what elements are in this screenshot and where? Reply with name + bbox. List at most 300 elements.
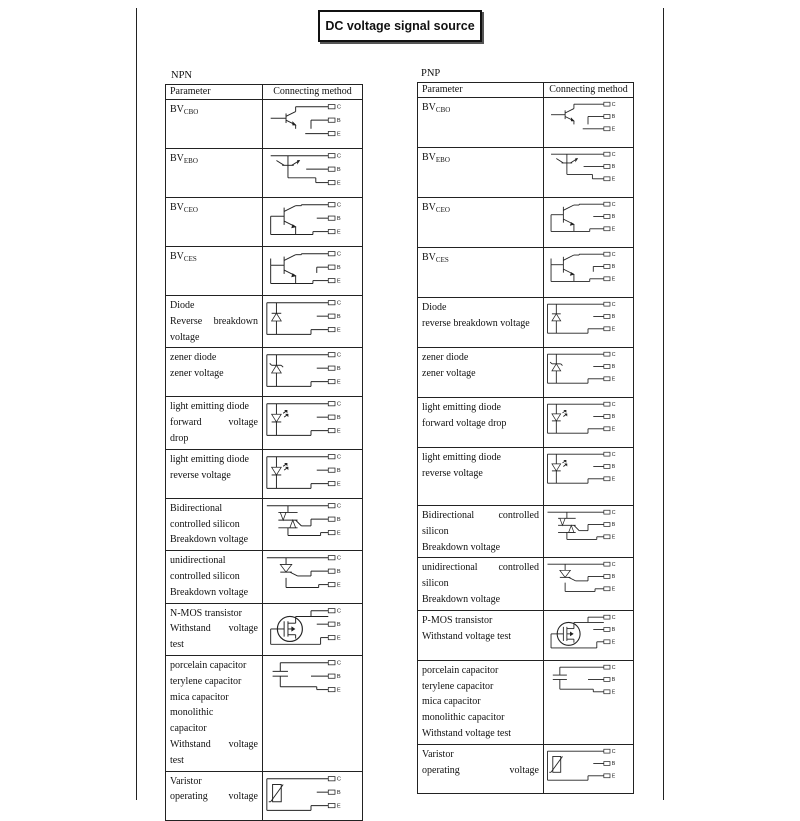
terminal-pin bbox=[604, 365, 610, 369]
parameter-cell bbox=[166, 655, 263, 771]
svg-text:E: E bbox=[336, 379, 341, 386]
svg-text:C: C bbox=[336, 660, 342, 667]
parameter-text-line: voltage bbox=[170, 331, 200, 343]
svg-text:C: C bbox=[336, 402, 342, 409]
terminal-pin bbox=[604, 465, 610, 469]
svg-text:E: E bbox=[611, 276, 616, 283]
svg-text:B: B bbox=[611, 414, 616, 421]
table-row bbox=[166, 247, 363, 296]
parameter-subscript: CEO bbox=[435, 206, 450, 214]
connecting-method-cell bbox=[544, 558, 634, 610]
parameter-text-line: Diode bbox=[170, 300, 195, 311]
terminal-pin bbox=[604, 477, 610, 481]
svg-text:E: E bbox=[611, 534, 616, 541]
parameter-text-line: zener diode bbox=[422, 352, 469, 363]
connecting-method-cell bbox=[544, 98, 634, 148]
parameter-text-line: silicon bbox=[422, 525, 449, 537]
connecting-method-cell bbox=[544, 398, 634, 448]
svg-text:B: B bbox=[611, 314, 616, 321]
pnp-bjt-ebo-connection-diagram bbox=[544, 148, 632, 196]
pnp-section-label: PNP bbox=[421, 68, 441, 79]
parameter-cell bbox=[418, 98, 544, 148]
parameter-symbol: BV bbox=[422, 152, 436, 163]
terminal-pin bbox=[604, 587, 610, 591]
npn-table-header bbox=[166, 85, 363, 100]
parameter-cell bbox=[418, 348, 544, 398]
parameter-cell bbox=[418, 148, 544, 198]
npn-bjt-ebo-connection-diagram bbox=[263, 149, 361, 197]
npn-zener-connection-diagram bbox=[263, 348, 361, 396]
terminal-pin bbox=[604, 427, 610, 431]
terminal-pin bbox=[328, 216, 335, 220]
svg-text:B: B bbox=[611, 114, 616, 121]
parameter-text-line: controlled silicon bbox=[170, 518, 240, 530]
terminal-pin bbox=[328, 278, 335, 282]
connecting-method-cell bbox=[544, 610, 634, 660]
svg-text:B: B bbox=[336, 415, 341, 422]
parameter-text-line: Bidirectional controlled bbox=[422, 510, 539, 521]
terminal-pin bbox=[604, 402, 610, 406]
svg-text:B: B bbox=[611, 677, 616, 684]
table-row bbox=[166, 296, 363, 348]
svg-text:B: B bbox=[611, 574, 616, 581]
parameter-cell bbox=[418, 610, 544, 660]
terminal-pin bbox=[604, 452, 610, 456]
svg-text:E: E bbox=[336, 803, 341, 810]
terminal-pin bbox=[328, 569, 335, 573]
parameter-text-line: operating voltage bbox=[422, 764, 539, 776]
terminal-pin bbox=[604, 415, 610, 419]
parameter-text-line: operating voltage bbox=[170, 791, 258, 803]
parameter-cell bbox=[418, 744, 544, 793]
terminal-pin bbox=[328, 301, 335, 305]
terminal-pin bbox=[604, 165, 610, 169]
svg-text:C: C bbox=[611, 351, 616, 358]
parameter-text-line: monolithic bbox=[170, 707, 214, 719]
parameter-text-line: test bbox=[170, 639, 184, 651]
terminal-pin bbox=[328, 583, 335, 587]
parameter-cell bbox=[166, 296, 263, 348]
table-row bbox=[166, 449, 363, 498]
terminal-pin bbox=[604, 677, 610, 681]
parameter-cell bbox=[418, 298, 544, 348]
svg-text:E: E bbox=[336, 582, 341, 589]
parameter-text-line bbox=[422, 100, 539, 117]
table-row bbox=[166, 198, 363, 247]
terminal-pin bbox=[604, 115, 610, 119]
parameter-text-line bbox=[422, 200, 539, 217]
svg-text:C: C bbox=[611, 748, 616, 755]
parameter-text-line: Withstand voltage test bbox=[422, 630, 512, 642]
parameter-text-line: P-MOS transistor bbox=[422, 614, 493, 626]
svg-text:B: B bbox=[336, 789, 341, 796]
table-row bbox=[166, 100, 363, 149]
connecting-method-cell bbox=[544, 744, 634, 793]
connecting-method-cell bbox=[263, 247, 363, 296]
terminal-pin bbox=[328, 105, 335, 109]
terminal-pin bbox=[328, 118, 335, 122]
parameter-text-line: mica capacitor bbox=[422, 696, 481, 708]
terminal-pin bbox=[328, 530, 335, 534]
terminal-pin bbox=[328, 366, 335, 370]
parameter-subscript: CES bbox=[183, 255, 197, 263]
terminal-pin bbox=[604, 627, 610, 631]
parameter-text-line: drop bbox=[170, 432, 189, 444]
terminal-pin bbox=[328, 556, 335, 560]
svg-text:B: B bbox=[611, 214, 616, 221]
table-row bbox=[418, 98, 634, 148]
parameter-cell bbox=[418, 506, 544, 558]
svg-text:B: B bbox=[611, 164, 616, 171]
svg-text:C: C bbox=[336, 353, 342, 360]
pnp-bjt-ceo-connection-diagram bbox=[544, 198, 632, 246]
terminal-pin bbox=[604, 690, 610, 694]
parameter-text-line: Withstand voltage bbox=[170, 738, 258, 750]
terminal-pin bbox=[604, 535, 610, 539]
parameter-symbol: BV bbox=[422, 252, 436, 263]
terminal-pin bbox=[604, 575, 610, 579]
npn-bjt-ceo-connection-diagram bbox=[263, 198, 361, 246]
svg-text:E: E bbox=[336, 635, 341, 642]
parameter-text-line: monolithic capacitor bbox=[422, 712, 505, 724]
svg-text:C: C bbox=[611, 664, 616, 671]
table-row bbox=[418, 148, 634, 198]
svg-text:C: C bbox=[611, 101, 616, 108]
table-row bbox=[418, 660, 634, 744]
terminal-pin bbox=[604, 563, 610, 567]
parameter-symbol: BV bbox=[170, 104, 184, 115]
connecting-method-cell bbox=[544, 660, 634, 744]
svg-text:B: B bbox=[611, 464, 616, 471]
terminal-pin bbox=[328, 776, 335, 780]
parameter-subscript: CBO bbox=[183, 108, 199, 116]
parameter-text-line: reverse voltage bbox=[170, 469, 231, 481]
parameter-text-line: Bidirectional bbox=[170, 502, 223, 514]
parameter-text-line: light emitting diode bbox=[170, 401, 249, 413]
npn-led-r-connection-diagram bbox=[263, 450, 361, 498]
connecting-method-cell bbox=[263, 449, 363, 498]
parameter-text-line: reverse breakdown voltage bbox=[422, 317, 530, 329]
connecting-method-cell bbox=[263, 348, 363, 397]
svg-text:E: E bbox=[336, 481, 341, 488]
svg-text:E: E bbox=[611, 326, 616, 333]
terminal-pin bbox=[604, 215, 610, 219]
parameter-text-line: forward voltage drop bbox=[422, 417, 507, 429]
parameter-symbol: BV bbox=[170, 251, 184, 262]
svg-text:C: C bbox=[336, 251, 342, 258]
table-row bbox=[418, 448, 634, 506]
svg-text:E: E bbox=[336, 428, 341, 435]
svg-text:B: B bbox=[611, 364, 616, 371]
parameter-text-line: forward voltage bbox=[170, 417, 258, 429]
svg-text:C: C bbox=[336, 300, 342, 307]
table-row bbox=[166, 498, 363, 550]
parameter-text-line: N-MOS transistor bbox=[170, 607, 242, 619]
svg-text:C: C bbox=[336, 503, 342, 510]
table-row bbox=[166, 149, 363, 198]
pnp-diode-connection-diagram bbox=[544, 298, 632, 346]
parameter-symbol: BV bbox=[422, 102, 436, 113]
terminal-pin bbox=[328, 314, 335, 318]
terminal-pin bbox=[328, 353, 335, 357]
svg-text:B: B bbox=[336, 366, 341, 373]
connecting-method-cell bbox=[263, 149, 363, 198]
svg-text:C: C bbox=[336, 454, 342, 461]
pnp-zener-connection-diagram bbox=[544, 348, 632, 396]
parameter-cell bbox=[166, 551, 263, 603]
terminal-pin bbox=[328, 517, 335, 521]
svg-text:E: E bbox=[336, 530, 341, 537]
svg-text:C: C bbox=[336, 608, 342, 615]
terminal-pin bbox=[604, 152, 610, 156]
connecting-method-column-header: Connecting method bbox=[263, 85, 363, 100]
terminal-pin bbox=[328, 622, 335, 626]
parameter-text-line: porcelain capacitor bbox=[422, 664, 499, 676]
svg-text:E: E bbox=[611, 226, 616, 233]
npn-diode-connection-diagram bbox=[263, 296, 361, 344]
terminal-pin bbox=[328, 503, 335, 507]
parameter-text-line: test bbox=[170, 754, 184, 766]
parameter-symbol: BV bbox=[170, 153, 184, 164]
pnp-scr-connection-diagram bbox=[544, 558, 632, 606]
table-row bbox=[418, 298, 634, 348]
parameter-text-line: Breakdown voltage bbox=[422, 593, 501, 605]
parameter-cell bbox=[418, 198, 544, 248]
terminal-pin bbox=[604, 202, 610, 206]
connecting-method-cell bbox=[263, 655, 363, 771]
parameter-cell bbox=[418, 660, 544, 744]
svg-text:E: E bbox=[336, 327, 341, 334]
terminal-pin bbox=[328, 481, 335, 485]
parameter-cell bbox=[166, 100, 263, 149]
svg-text:C: C bbox=[611, 451, 616, 458]
parameter-text-line: light emitting diode bbox=[422, 402, 501, 413]
svg-text:B: B bbox=[336, 265, 341, 272]
parameter-text-line: reverse voltage bbox=[422, 467, 483, 479]
svg-text:E: E bbox=[611, 476, 616, 483]
connecting-method-cell bbox=[263, 397, 363, 449]
pnp-led-r-connection-diagram bbox=[544, 448, 632, 496]
svg-text:B: B bbox=[336, 569, 341, 576]
table-row bbox=[418, 248, 634, 298]
parameter-text-line: Breakdown voltage bbox=[170, 586, 249, 598]
parameter-text-line: Breakdown voltage bbox=[422, 541, 501, 553]
terminal-pin bbox=[328, 380, 335, 384]
pnp-parameter-table bbox=[417, 82, 634, 794]
parameter-text-line: Varistor bbox=[170, 775, 202, 787]
npn-parameter-table bbox=[165, 84, 363, 821]
parameter-text-line: Breakdown voltage bbox=[170, 534, 249, 546]
svg-text:E: E bbox=[611, 689, 616, 696]
table-row bbox=[418, 398, 634, 448]
connecting-method-cell bbox=[263, 498, 363, 550]
parameter-cell bbox=[166, 348, 263, 397]
connecting-method-column-header: Connecting method bbox=[544, 83, 634, 98]
connecting-method-cell bbox=[263, 198, 363, 247]
svg-text:C: C bbox=[611, 151, 616, 158]
terminal-pin bbox=[328, 429, 335, 433]
svg-text:B: B bbox=[336, 674, 341, 681]
pnp-mos-connection-diagram bbox=[544, 611, 632, 659]
parameter-cell bbox=[166, 198, 263, 247]
svg-text:B: B bbox=[611, 761, 616, 768]
npn-varistor-connection-diagram bbox=[263, 772, 361, 820]
parameter-subscript: CES bbox=[435, 256, 449, 264]
terminal-pin bbox=[328, 327, 335, 331]
parameter-text-line: porcelain capacitor bbox=[170, 659, 247, 671]
terminal-pin bbox=[604, 665, 610, 669]
parameter-subscript: EBO bbox=[435, 156, 450, 164]
terminal-pin bbox=[328, 661, 335, 665]
parameter-cell bbox=[418, 558, 544, 610]
terminal-pin bbox=[328, 154, 335, 158]
parameter-text-line: unidirectional bbox=[170, 555, 226, 567]
npn-scr-connection-diagram bbox=[263, 551, 361, 599]
parameter-cell bbox=[166, 397, 263, 449]
parameter-cell bbox=[418, 248, 544, 298]
terminal-pin bbox=[328, 180, 335, 184]
connecting-method-cell bbox=[544, 348, 634, 398]
svg-text:B: B bbox=[611, 522, 616, 529]
terminal-pin bbox=[604, 315, 610, 319]
svg-text:E: E bbox=[611, 376, 616, 383]
table-row bbox=[166, 348, 363, 397]
table-row bbox=[418, 558, 634, 610]
table-row bbox=[418, 198, 634, 248]
parameter-text-line: zener voltage bbox=[170, 368, 224, 380]
svg-text:E: E bbox=[611, 126, 616, 133]
terminal-pin bbox=[328, 131, 335, 135]
svg-text:C: C bbox=[336, 555, 342, 562]
svg-text:E: E bbox=[336, 229, 341, 236]
terminal-pin bbox=[604, 227, 610, 231]
svg-text:B: B bbox=[336, 167, 341, 174]
pnp-table-header bbox=[418, 83, 634, 98]
parameter-text-line bbox=[170, 249, 258, 266]
npn-led-f-connection-diagram bbox=[263, 397, 361, 445]
terminal-pin bbox=[604, 277, 610, 281]
parameter-cell bbox=[418, 448, 544, 506]
parameter-text-line: mica capacitor bbox=[170, 691, 229, 703]
parameter-text-line: unidirectional controlled bbox=[422, 562, 539, 574]
connecting-method-cell bbox=[544, 198, 634, 248]
terminal-pin bbox=[328, 803, 335, 807]
terminal-pin bbox=[604, 302, 610, 306]
terminal-pin bbox=[604, 177, 610, 181]
parameter-text-line bbox=[170, 151, 258, 168]
svg-text:E: E bbox=[336, 131, 341, 138]
terminal-pin bbox=[604, 327, 610, 331]
parameter-text-line: terylene capacitor bbox=[170, 675, 242, 687]
terminal-pin bbox=[604, 523, 610, 527]
svg-text:C: C bbox=[611, 614, 616, 621]
parameter-text-line: light emitting diode bbox=[170, 453, 249, 465]
svg-text:C: C bbox=[336, 153, 342, 160]
svg-text:E: E bbox=[611, 426, 616, 433]
parameter-column-header: Parameter bbox=[166, 85, 263, 100]
terminal-pin bbox=[604, 102, 610, 106]
pnp-led-f-connection-diagram bbox=[544, 398, 632, 446]
terminal-pin bbox=[604, 127, 610, 131]
svg-text:E: E bbox=[336, 180, 341, 187]
npn-bjt-cbo-connection-diagram bbox=[263, 100, 361, 148]
terminal-pin bbox=[328, 790, 335, 794]
parameter-text-line bbox=[422, 150, 539, 167]
parameter-cell bbox=[166, 449, 263, 498]
parameter-subscript: CEO bbox=[183, 206, 198, 214]
svg-text:C: C bbox=[611, 251, 616, 258]
svg-text:B: B bbox=[336, 314, 341, 321]
table-row bbox=[418, 744, 634, 793]
terminal-pin bbox=[604, 640, 610, 644]
terminal-pin bbox=[328, 167, 335, 171]
parameter-symbol: BV bbox=[170, 202, 184, 213]
table-row bbox=[166, 551, 363, 603]
terminal-pin bbox=[604, 510, 610, 514]
svg-text:E: E bbox=[611, 773, 616, 780]
terminal-pin bbox=[604, 761, 610, 765]
parameter-text-line: terylene capacitor bbox=[422, 680, 494, 692]
parameter-text-line bbox=[170, 200, 258, 217]
npn-bjt-ces-connection-diagram bbox=[263, 247, 361, 295]
parameter-cell bbox=[166, 603, 263, 655]
svg-text:B: B bbox=[336, 467, 341, 474]
terminal-pin bbox=[328, 635, 335, 639]
terminal-pin bbox=[328, 454, 335, 458]
parameter-text-line: Diode bbox=[422, 302, 447, 313]
table-row bbox=[166, 603, 363, 655]
npn-section-label: NPN bbox=[171, 70, 193, 81]
parameter-text-line: Reverse breakdown bbox=[170, 315, 258, 327]
connecting-method-cell bbox=[544, 506, 634, 558]
npn-triac-connection-diagram bbox=[263, 499, 361, 547]
connecting-method-cell bbox=[263, 771, 363, 820]
parameter-cell bbox=[166, 149, 263, 198]
svg-text:C: C bbox=[336, 104, 342, 111]
svg-text:E: E bbox=[336, 278, 341, 285]
terminal-pin bbox=[328, 229, 335, 233]
terminal-pin bbox=[604, 265, 610, 269]
table-row bbox=[418, 506, 634, 558]
svg-text:E: E bbox=[336, 687, 341, 694]
table-row bbox=[418, 610, 634, 660]
table-row bbox=[166, 655, 363, 771]
npn-cap-connection-diagram bbox=[263, 656, 361, 704]
terminal-pin bbox=[328, 674, 335, 678]
connecting-method-cell bbox=[263, 551, 363, 603]
terminal-pin bbox=[328, 687, 335, 691]
parameter-symbol: BV bbox=[422, 202, 436, 213]
svg-text:B: B bbox=[336, 516, 341, 523]
svg-text:C: C bbox=[611, 201, 616, 208]
terminal-pin bbox=[328, 468, 335, 472]
parameter-cell bbox=[166, 771, 263, 820]
svg-text:B: B bbox=[336, 216, 341, 223]
pnp-cap-connection-diagram bbox=[544, 661, 632, 709]
connecting-method-cell bbox=[263, 100, 363, 149]
terminal-pin bbox=[328, 608, 335, 612]
connecting-method-cell bbox=[544, 298, 634, 348]
parameter-subscript: EBO bbox=[183, 157, 198, 165]
svg-text:C: C bbox=[611, 509, 616, 516]
parameter-subscript: CBO bbox=[435, 106, 451, 114]
parameter-text-line: Varistor bbox=[422, 748, 454, 760]
parameter-text-line: zener diode bbox=[170, 352, 217, 364]
parameter-text-line: light emitting diode bbox=[422, 452, 501, 463]
parameter-text-line bbox=[170, 102, 258, 119]
pnp-triac-connection-diagram bbox=[544, 506, 632, 554]
npn-mos-connection-diagram bbox=[263, 604, 361, 652]
